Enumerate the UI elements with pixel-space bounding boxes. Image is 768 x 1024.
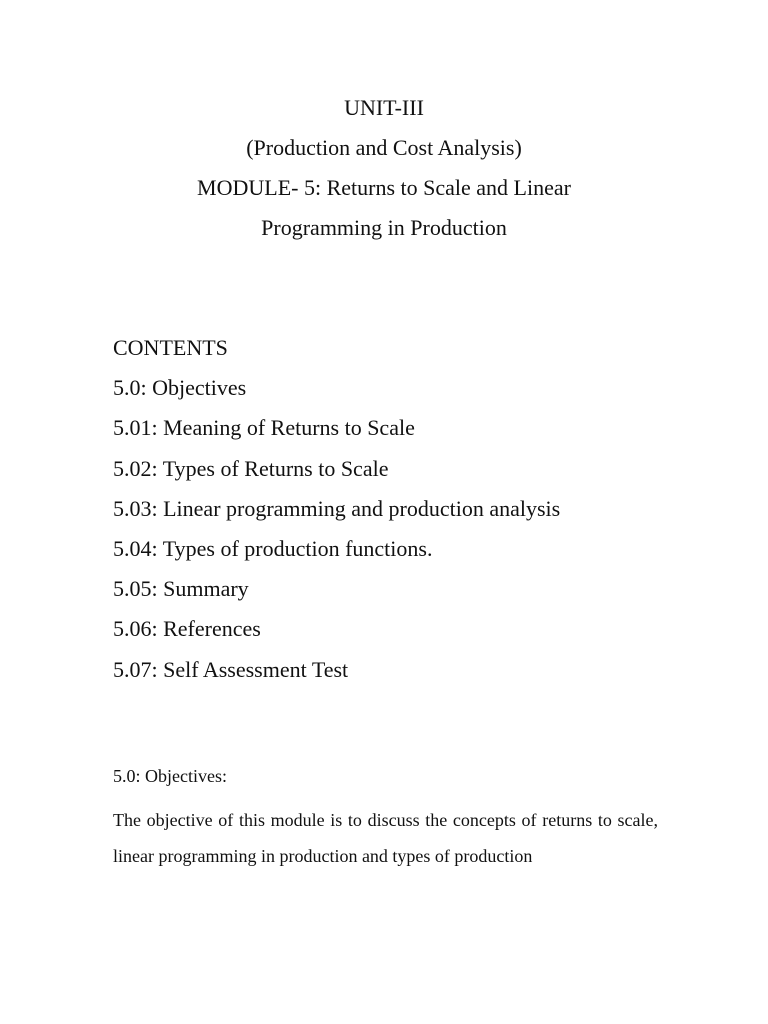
objectives-section bbox=[113, 764, 658, 874]
objectives-heading: 5.0: Objectives: bbox=[113, 766, 227, 786]
contents-heading: CONTENTS bbox=[113, 335, 228, 360]
contents-item-summary: 5.05: Summary bbox=[113, 576, 249, 602]
contents-item-production-functions: 5.04: Types of production functions. bbox=[113, 535, 433, 561]
contents-item-objectives: 5.0: Objectives bbox=[113, 375, 247, 401]
unit-subtitle: (Production and Cost Analysis) bbox=[246, 135, 522, 160]
table-of-contents bbox=[113, 328, 733, 690]
module-title-line-1: MODULE- 5: Returns to Scale and Linear bbox=[197, 175, 571, 200]
contents-item-meaning: 5.01: Meaning of Returns to Scale bbox=[113, 415, 415, 441]
title-block bbox=[0, 88, 768, 248]
contents-item-references: 5.06: References bbox=[113, 616, 261, 642]
module-title-line-2: Programming in Production bbox=[261, 215, 507, 240]
contents-item-self-assessment: 5.07: Self Assessment Test bbox=[113, 656, 349, 682]
objectives-paragraph: The objective of this module is to discuss the concepts of returns to scale, linear programming in production and types of production bbox=[113, 810, 658, 866]
contents-item-types-returns: 5.02: Types of Returns to Scale bbox=[113, 455, 389, 481]
unit-title: UNIT-III bbox=[344, 95, 424, 120]
contents-item-linear-programming: 5.03: Linear programming and production analysis bbox=[113, 495, 561, 521]
